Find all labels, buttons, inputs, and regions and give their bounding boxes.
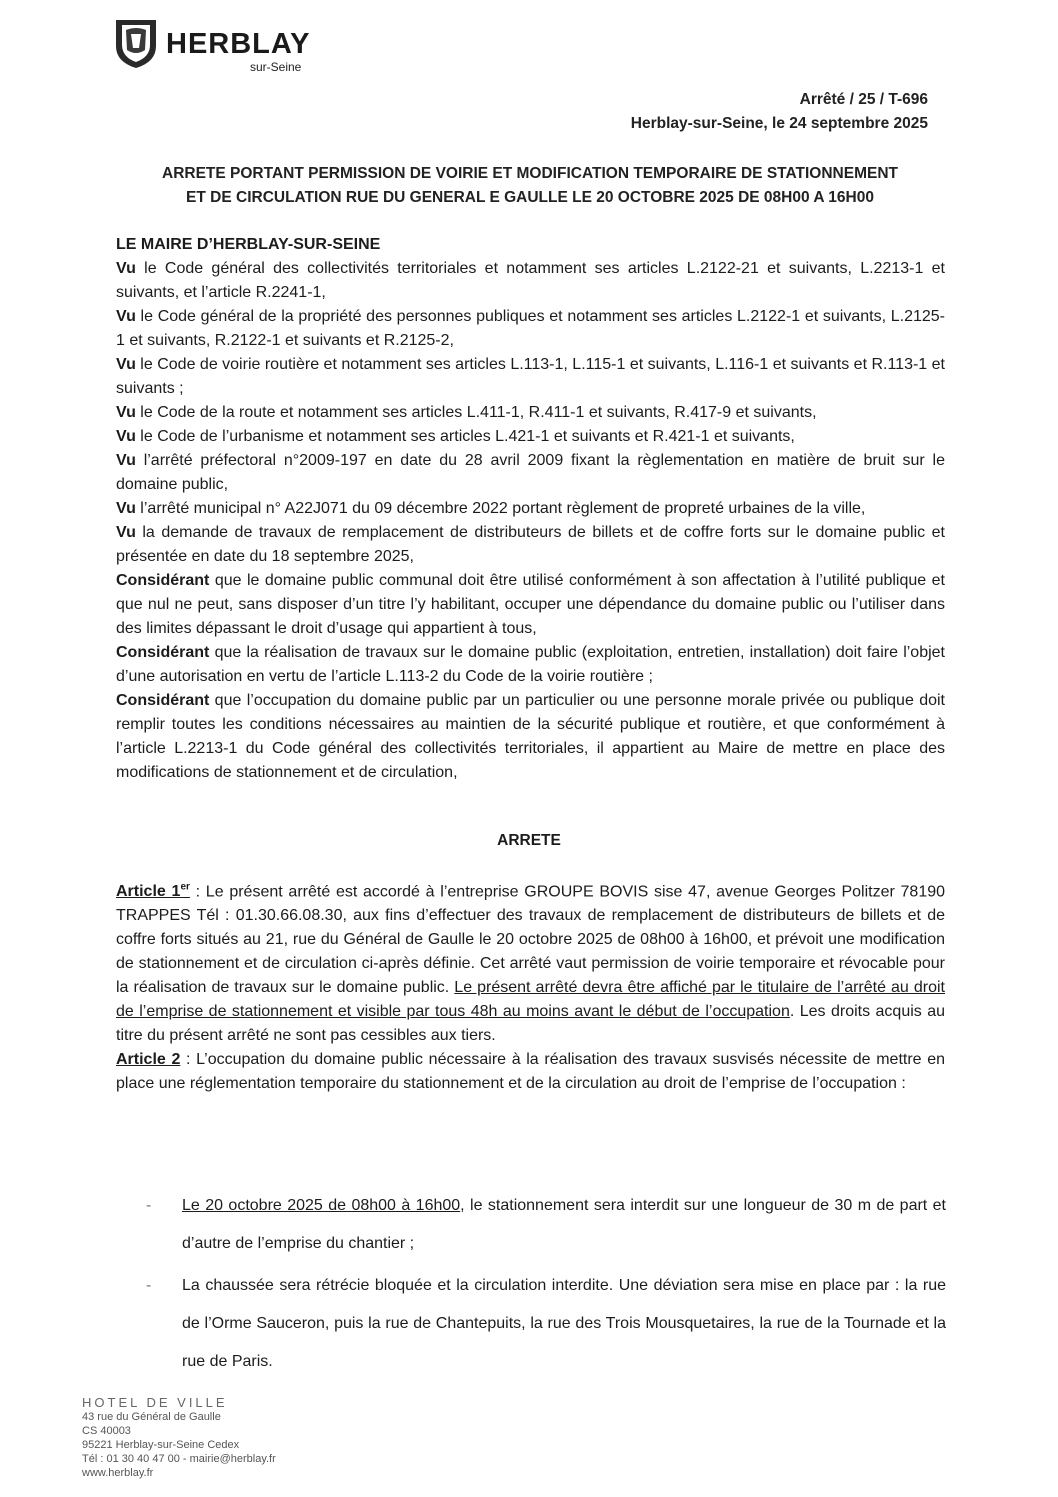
logo-name: HERBLAY [166,28,311,60]
consideration-text: la demande de travaux de remplacement de distributeurs de billets et de coffre forts sur le domaine public et présentée en date du 18 septembre 2025, [116,524,945,565]
consideration-text: le Code général des collectivités territoriales et notamment ses articles L.2122-21 et suivants, L.2213-1 et suivants, et l’article R.2241-1, [116,260,945,301]
footer-line: 43 rue du Général de Gaulle [82,1411,221,1423]
consideration-text: que l’occupation du domaine public par un particulier ou une personne morale privée ou publique doit remplir toutes les conditions nécessaires au maintien de la sécurité publique et routière, et que conformément à l’article L.2213-1 du Code général des collectivités territoriales, il appartient au Maire de mettre en place des modifications de stationnement et de circulation, [116,692,945,781]
consideration-text: que la réalisation de travaux sur le domaine public (exploitation, entretien, installation) doit faire l’objet d’une autorisation en vertu de l’article L.113-2 du Code de la voirie routière ; [116,644,945,685]
dash-bullet: - [146,1277,152,1294]
footer-website: www.herblay.fr [82,1467,154,1479]
article-1: Article 1er : Le présent arrêté est accordé à l’entreprise GROUPE BOVIS sise 47, avenue Georges Politzer 78190 TRAPPES Tél : 01.30.66.08.30, aux fins d’effectuer des travaux de remplacement de distributeurs de billets et de coffre forts situés au 21, rue du Général de Gaulle le 20 octobre 2025 de 08h00 à 16h00, et prévoit une modification de stationnement et de circulation ci-après définie. Cet arrêté vaut permission de voirie temporaire et révocable pour la réalisation de travaux sur le domaine public. Le présent arrêté devra être affiché par le titulaire de l’arrêté au droit de l’emprise de stationnement et visible par tous 48h au moins avant le début de l’occupation. Les droits acquis au titre du présent arrêté ne sont pas cessibles aux tiers. [116,882,946,1045]
consideration-item [116,569,945,641]
consideration-item [116,449,945,497]
consideration-item [116,257,945,305]
article-1-text: Le présent arrêté est accordé à l’entreprise GROUPE BOVIS sise 47, avenue Georges Politzer 78190 TRAPPES Tél : 01.30.66.08.30, aux fins d’effectuer des travaux de remplacement de distributeurs de billets et de coffre forts situés au 21, rue du Général de Gaulle le 20 octobre 2025 de 08h00 à 16h00, et prévoit une modification de stationnement et de circulation ci-après définie. Cet arrêté vaut permission de voirie temporaire et révocable pour la réalisation de travaux sur le domaine public. [116,883,946,997]
consideration-item [116,521,945,569]
considerations-list [116,257,945,785]
consideration-item [116,497,945,521]
arrete-heading: ARRETE [497,832,561,849]
article-2: Article 2 : L’occupation du domaine public nécessaire à la réalisation des travaux susvisés nécessite de mettre en place une réglementation temporaire du stationnement et de la circulation au droit de l’emprise de l’occupation : [116,1051,946,1093]
town-hall-address [82,1396,276,1480]
consideration-item [116,305,945,353]
city-crest-icon [112,16,160,70]
footer-line: Tél : 01 30 40 47 00 - mairie@herblay.fr [82,1453,276,1465]
list-item: - Le 20 octobre 2025 de 08h00 à 16h00, le stationnement sera interdit sur une longueur de 30 m de part et d’autre de l’emprise du chantier ; [146,1187,946,1263]
consideration-text: l’arrêté préfectoral n°2009-197 en date du 28 avril 2009 fixant la règlementation en matière de bruit sur le domaine public, [116,452,945,493]
consideration-text: le Code de voirie routière et notamment ses articles L.113-1, L.115-1 et suivants, L.116-1 et suivants et R.113-1 et suivants ; [116,356,945,397]
decree-reference [631,88,928,136]
consideration-keyword: Vu [116,404,136,421]
consideration-keyword: Vu [116,356,136,373]
title-line: ET DE CIRCULATION RUE DU GENERAL E GAULLE LE 20 OCTOBRE 2025 DE 08H00 A 16H00 [186,189,874,206]
decree-place-date: Herblay-sur-Seine, le 24 septembre 2025 [630,115,928,132]
article-1-display-notice: Le présent arrêté devra être affiché par le titulaire de l’arrêté au droit de l’emprise de stationnement et visible par tous 48h au moins avant le début de l’occupation [116,979,945,1021]
consideration-keyword: Vu [116,308,136,325]
footer-line: CS 40003 [82,1425,131,1437]
article-2-label: Article 2 [116,1051,181,1069]
consideration-text: que le domaine public communal doit être utilisé conformément à son affectation à l’utilité publique et que nul ne peut, sans disposer d’un titre l’y habilitant, occuper une dépendance du domaine public ou l’utiliser dans des limites dépassant le droit d’usage qui appartient à tous, [116,572,945,637]
herblay-logo [112,16,342,76]
consideration-text: le Code général de la propriété des personnes publiques et notamment ses articles L.2122-1 et suivants, L.2125-1 et suivants, R.2122-1 et suivants et R.2125-2, [116,308,945,349]
article-2-text: L’occupation du domaine public nécessaire à la réalisation des travaux susvisés nécessite de mettre en place une réglementation temporaire du stationnement et de la circulation au droit de l’emprise de l’occupation : [116,1051,946,1093]
consideration-item [116,689,945,785]
consideration-keyword: Considérant [116,692,210,709]
consideration-item [116,353,945,401]
footer-title: HOTEL DE VILLE [82,1395,228,1410]
consideration-text: le Code de l’urbanisme et notamment ses articles L.421-1 et suivants et R.421-1 et suivants, [135,428,795,445]
article-1-label: Article 1er [116,882,190,901]
dash-bullet: - [146,1197,152,1214]
consideration-keyword: Vu [116,452,136,469]
consideration-text: l’arrêté municipal n° A22J071 du 09 décembre 2022 portant règlement de propreté urbaines de la ville, [135,500,866,517]
consideration-text: le Code de la route et notamment ses articles L.411-1, R.411-1 et suivants, R.417-9 et suivants, [135,404,817,421]
articles-section [116,876,945,1096]
list-item: - La chaussée sera rétrécie bloquée et la circulation interdite. Une déviation sera mise en place par : la rue de l’Orme Sauceron, puis la rue de Chantepuits, la rue des Trois Mousquetaires, la rue de la Tournade et la rue de Paris. [146,1267,946,1381]
consideration-keyword: Vu [116,428,136,445]
consideration-item [116,425,945,449]
consideration-item [116,401,945,425]
consideration-keyword: Vu [116,260,136,277]
consideration-keyword: Considérant [116,644,210,661]
considerations-section [116,233,945,785]
consideration-item [116,641,945,689]
footer-line: 95221 Herblay-sur-Seine Cedex [82,1439,240,1451]
decree-title [120,162,940,210]
consideration-keyword: Considérant [116,572,210,589]
title-line: ARRETE PORTANT PERMISSION DE VOIRIE ET MODIFICATION TEMPORAIRE DE STATIONNEMENT [162,165,898,182]
decree-number: Arrêté / 25 / T-696 [799,91,928,108]
logo-subtitle: sur-Seine [250,60,302,74]
consideration-keyword: Vu [116,524,136,541]
mayor-heading: LE MAIRE D’HERBLAY-SUR-SEINE [116,236,381,253]
consideration-keyword: Vu [116,500,136,517]
measures-list [146,1187,946,1385]
